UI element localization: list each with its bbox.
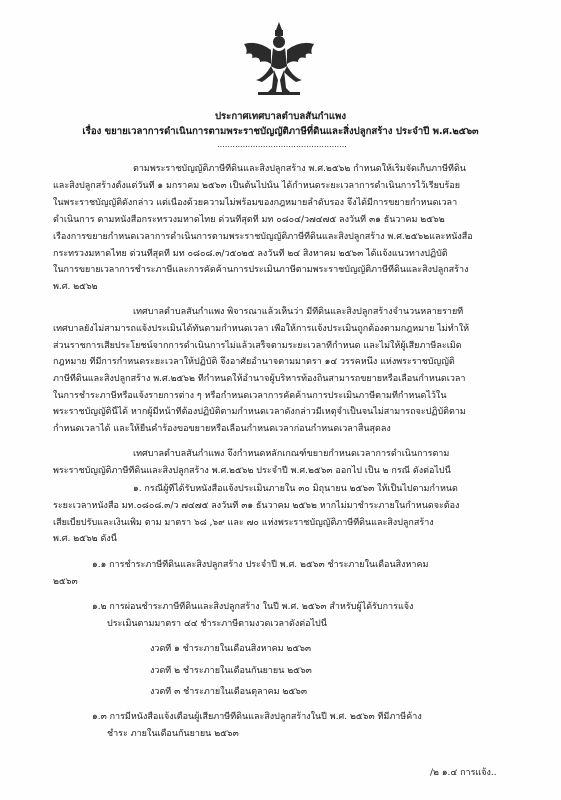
body-line: ระยะเวลาหนังสือ มท.๐๘๐๘.๓/ว ๗๔๗๕ ลงวันที่ ๓๑ ธันวาคม ๒๕๖๒ หากไม่มาชำระภายในกำหนดจะต้อง	[53, 501, 460, 511]
body-line: ภาษีที่ดินและสิ่งปลูกสร้าง พ.ศ.๒๕๖๒ ที่กำหนดให้อำนาจผู้บริหารท้องถิ่นสามารถขยายหรือเลื่อนกำหนดเวลา	[53, 374, 466, 384]
body-line: และสิ่งปลูกสร้างตั้งแต่วันที่ ๑ มกราคม ๒๕๖๓ เป็นต้นไปนั้น ได้กำหนดระยะเวลาการดำเนินการไว้เรียบร้อย	[53, 181, 461, 191]
body-line: กฎหมาย ที่มีการกำหนดระยะเวลาให้ปฏิบัติ จึงอาศัยอำนาจตามมาตรา ๑๔ วรรคหนึ่ง แห่งพระราชบัญญัติ	[53, 357, 455, 367]
title-separator: ...................................................	[217, 140, 347, 149]
list-item: ประเมินตามมาตรา ๔๔ ชำระภาษีตามงวดเวลาดังต่อไปนี้	[107, 619, 327, 629]
list-item: ๑.๒ การผ่อนชำระภาษีที่ดินและสิ่งปลูกสร้าง ในปี พ.ศ. ๒๕๖๓ สำหรับผู้ได้รับการแจ้ง	[92, 602, 414, 612]
list-item: ชำระ ภายในเดือนกันยายน ๒๕๖๓	[107, 729, 239, 739]
body-line: กระทรวงมหาดไทย ด่วนที่สุดที่ มท ๐๘๐๘.๓/ว๕๐๒๕ ลงวันที่ ๒๔ สิงหาคม ๒๕๖๓ ได้แจ้งแนวทางปฏิบัติ	[53, 249, 448, 259]
page-continuation: /๒ ๑.๔ การแจ้ง..	[430, 768, 497, 778]
body-line: ๑. กรณีผู้ที่ได้รับหนังสือแจ้งประเมินภายใน ๓๐ มิถุนายน ๒๕๖๓ ให้เป็นไปตามกำหนด	[133, 484, 458, 494]
list-item: ๒๕๖๓	[53, 577, 78, 587]
body-line: พ.ศ. ๒๕๖๒ ดังนี้	[53, 534, 117, 544]
body-line: ในการขยายเวลาการชำระภาษีและการคัดค้านการประเมินภาษีตามพระราชบัญญัติภาษีที่ดินและสิ่งปลูกสร้าง	[53, 265, 469, 275]
body-line: เทศบาลตำบลสันกำแพง จึงกำหนดหลักเกณฑ์ขยายกำหนดเวลาการดำเนินการตาม	[133, 449, 450, 459]
list-item: งวดที่ ๑ ชำระภายในเดือนสิงหาคม ๒๕๖๓	[150, 644, 312, 654]
body-line: เทศบาลยังไม่สามารถแจ้งประเมินได้ทันตามกำหนดเวลา เพื่อให้การแจ้งประเมินถูกต้องตามกฎหมาย ไม่ทำให้	[53, 324, 470, 334]
garuda-emblem-icon	[238, 20, 320, 98]
body-line: พระราชบัญญัตินี้ได้ หากผู้มีหน้าที่ต้องปฏิบัติตามกำหนดเวลาดังกล่าวมีเหตุจำเป็นจนไม่สามารถจะปฏิบัติตาม	[53, 407, 466, 417]
body-line: ดำเนินการ ตามหนังสือกระทรวงมหาดไทย ด่วนที่สุดที่ มท ๐๘๐๔/ว๗๔๗๕ ลงวันที่ ๓๑ ธันวาคม ๒๕๖๒	[53, 215, 445, 225]
body-line: ในการชำระภาษีหรือแจ้งรายการต่าง ๆ หรือกำหนดเวลาการคัดค้านการประเมินภาษีตามที่กำหนดไว้ใน	[53, 391, 447, 401]
announcement-title: ประกาศเทศบาลตำบลสันกำแพง	[214, 111, 347, 122]
body-line: เทศบาลตำบลสันกำแพง พิจารณาแล้วเห็นว่า มีที่ดินและสิ่งปลูกสร้างจำนวนหลายรายที่	[133, 307, 464, 317]
list-item: ๑.๓ การมีหนังสือแจ้งเตือนผู้เสียภาษีที่ดินและสิ่งปลูกสร้างในปี พ.ศ. ๒๕๖๓ ที่มีภาษีค้าง	[92, 712, 422, 722]
body-line: พ.ศ. ๒๕๖๒	[53, 282, 98, 292]
body-line: ส่วนราชการเสียประโยชน์จากการดำเนินการไม่แล้วเสร็จตามระยะเวลาที่กำหนด และไม่ให้ผู้เสียภาษีละเมิด	[53, 341, 462, 351]
announcement-subject: เรื่อง ขยายเวลาการดำเนินการตามพระราชบัญญัติภาษีที่ดินและสิ่งปลูกสร้าง ประจำปี พ.ศ.๒๕๖๓	[82, 126, 479, 137]
list-item: ๑.๑ การชำระภาษีที่ดินและสิ่งปลูกสร้าง ประจำปี พ.ศ. ๒๕๖๓ ชำระภายในเดือนสิงหาคม	[92, 560, 429, 570]
body-line: พระราชบัญญัติภาษีที่ดินและสิ่งปลูกสร้าง พ.ศ.๒๕๖๒ ประจำปี พ.ศ.๒๕๖๓ ออกไป เป็น ๒ กรณี ดังต่อไปนี้	[53, 466, 451, 476]
body-line: ตามพระราชบัญญัติภาษีที่ดินและสิ่งปลูกสร้าง พ.ศ.๒๕๖๒ กำหนดให้เริ่มจัดเก็บภาษีที่ดิน	[133, 164, 466, 174]
list-item: งวดที่ ๒ ชำระภายในเดือนกันยายน ๒๕๖๓	[150, 666, 312, 676]
body-line: เสียเบี้ยปรับและเงินเพิ่ม ตาม มาตรา ๖๘ ,๖๙ และ ๗๐ แห่งพระราชบัญญัติภาษีที่ดินและสิ่งปลูกสร้าง	[53, 518, 434, 528]
body-line: เรื่องการขยายกำหนดเวลาการดำเนินการตามพระราชบัญญัติภาษีที่ดินและสิ่งปลูกสร้าง พ.ศ.๒๕๖๒และหนังสือ	[53, 232, 473, 242]
list-item: งวดที่ ๓ ชำระภายในเดือนตุลาคม ๒๕๖๓	[150, 687, 308, 697]
body-line: กำหนดเวลาได้ และให้ยื่นคำร้องขอขยายหรือเลื่อนกำหนดเวลาก่อนกำหนดเวลาสิ้นสุดลง	[53, 424, 391, 434]
body-line: ในพระราชบัญญัติดังกล่าว แต่เนื่องด้วยความไม่พร้อมของกฎหมายลำดับรอง จึงได้มีการขยายกำหนดเวลา	[53, 198, 458, 208]
